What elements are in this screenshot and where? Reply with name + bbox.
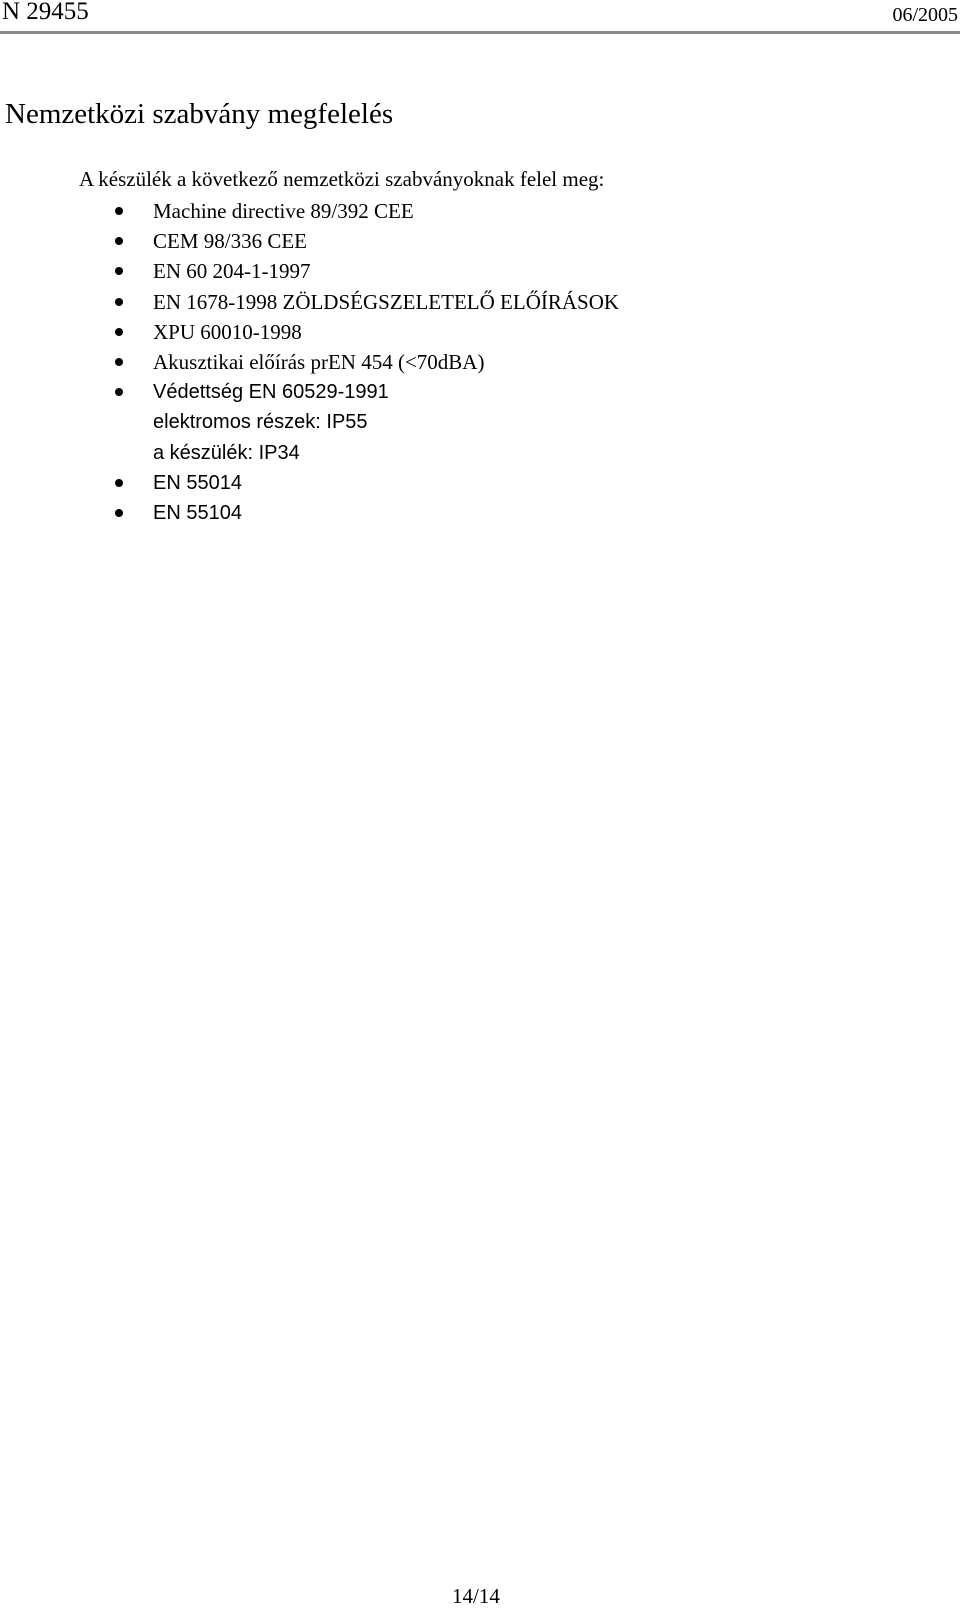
bullet-icon [115, 328, 123, 336]
bullet-icon [115, 358, 123, 366]
list-item [0, 256, 960, 286]
bullet-icon [115, 298, 123, 306]
standard-text: Akusztikai előírás prEN 454 (<70dBA) [153, 349, 485, 374]
list-item [0, 287, 960, 317]
bullet-icon [115, 509, 123, 517]
page-header [0, 0, 960, 34]
standard-text: EN 55014 [153, 471, 242, 494]
list-item [0, 226, 960, 256]
list-item [0, 468, 960, 498]
bullet-icon [115, 388, 123, 396]
standard-text: Védettség EN 60529-1991 [153, 381, 389, 404]
standard-text: CEM 98/336 CEE [153, 229, 308, 254]
standard-text: EN 60 204-1-1997 [153, 259, 311, 284]
standard-text: XPU 60010-1998 [153, 319, 302, 344]
standard-subtext: elektromos részek: IP55 [153, 411, 368, 434]
bullet-icon [115, 207, 123, 215]
section-title: Nemzetközi szabvány megfelelés [5, 98, 394, 130]
page-number: 14/14 [452, 1584, 500, 1608]
standard-subtext: a készülék: IP34 [153, 441, 300, 464]
list-item [0, 407, 960, 437]
list-item [0, 438, 960, 468]
bullet-icon [115, 267, 123, 275]
standards-list [0, 196, 960, 528]
document-number: N 29455 [2, 0, 89, 25]
bullet-icon [115, 479, 123, 487]
standard-text: EN 1678-1998 ZÖLDSÉGSZELETELŐ ELŐÍRÁSOK [153, 289, 620, 314]
standard-text: Machine directive 89/392 CEE [153, 199, 414, 223]
list-item [0, 196, 960, 226]
list-item [0, 347, 960, 377]
list-item [0, 498, 960, 528]
section-intro: A készülék a következő nemzetközi szabványoknak felel meg: [79, 167, 605, 191]
bullet-icon [115, 237, 123, 245]
standard-text: EN 55104 [153, 501, 242, 524]
list-item [0, 377, 960, 407]
list-item [0, 317, 960, 347]
document-date: 06/2005 [892, 4, 958, 26]
